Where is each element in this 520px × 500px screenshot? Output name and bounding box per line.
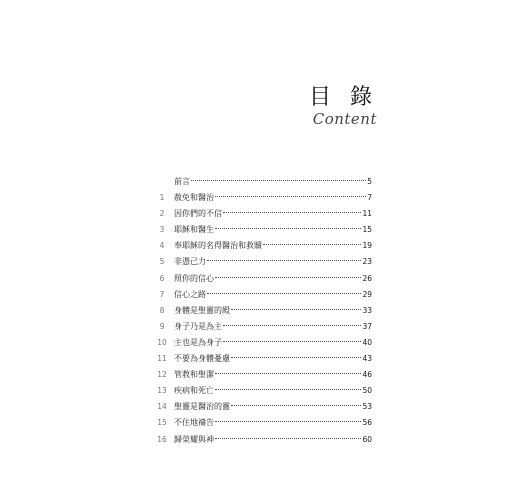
- toc-entry-page: 56: [362, 418, 372, 428]
- toc-entry-title: 疾病和死亡: [174, 386, 214, 396]
- toc-entry[interactable]: [150, 367, 372, 383]
- dot-leader: [207, 293, 361, 294]
- toc-entry-page: 15: [362, 225, 372, 235]
- toc-entry[interactable]: [150, 206, 372, 222]
- toc-entry-title: 身體是聖靈的殿: [174, 305, 230, 315]
- toc-entry-title: 歸榮耀與神: [174, 434, 214, 444]
- toc-entry[interactable]: [150, 319, 372, 335]
- toc-entry[interactable]: [150, 271, 372, 287]
- toc-entry[interactable]: [150, 432, 372, 448]
- toc-entry-title: 主也是為身子: [174, 337, 222, 347]
- toc-entry-page: 29: [362, 289, 372, 299]
- toc-entry-page: 7: [367, 193, 372, 203]
- toc-entry-number: 5: [159, 257, 165, 267]
- dot-leader: [207, 260, 361, 261]
- toc-entry-page: 43: [362, 354, 372, 364]
- dot-leader: [215, 438, 361, 439]
- toc-entry[interactable]: [150, 303, 372, 319]
- toc-entry[interactable]: [150, 415, 372, 431]
- toc-entry[interactable]: [150, 383, 372, 399]
- toc-entry-title: 因你們的不信: [174, 209, 222, 219]
- toc-entry-title: 非憑己力: [174, 257, 206, 267]
- toc-entry-title: 管教和聖潔: [174, 370, 214, 380]
- toc-entry[interactable]: [150, 335, 372, 351]
- toc-entry-title: 信心之路: [174, 289, 206, 299]
- dot-leader: [215, 421, 361, 422]
- page-title: 目 錄: [309, 85, 378, 110]
- toc-entry-page: 5: [367, 177, 372, 186]
- toc-entry[interactable]: [150, 254, 372, 270]
- toc-entry-page: 11: [362, 209, 372, 219]
- toc-entry-number: 10: [157, 337, 167, 347]
- toc-entry[interactable]: [150, 287, 372, 303]
- toc-entry[interactable]: [150, 174, 372, 190]
- toc-entry-number: 16: [157, 434, 167, 444]
- toc-entry-title: 赦免和醫治: [174, 193, 214, 203]
- toc-entry-number: 7: [159, 289, 165, 299]
- toc-entry-page: 23: [362, 257, 372, 267]
- dot-leader: [231, 357, 361, 358]
- toc-entry-page: 46: [362, 370, 372, 380]
- dot-leader: [231, 309, 361, 310]
- toc-entry-page: 19: [362, 241, 372, 251]
- toc-entry-title: 照你的信心: [174, 273, 214, 283]
- toc-entry-number: 14: [157, 402, 167, 412]
- toc-entry-number: 3: [159, 225, 165, 235]
- toc-entry-page: 53: [362, 402, 372, 412]
- toc-entry-page: 50: [362, 386, 372, 396]
- dot-leader: [263, 244, 361, 245]
- toc-entry-title: 不住地禱告: [174, 418, 214, 428]
- toc-entry-number: 13: [157, 386, 167, 396]
- dot-leader: [215, 389, 361, 390]
- toc-entry-number: 4: [159, 241, 165, 251]
- toc-entry-page: 33: [362, 305, 372, 315]
- toc-entry-page: 26: [362, 273, 372, 283]
- toc-entry-number: 11: [157, 354, 167, 364]
- dot-leader: [223, 341, 361, 342]
- toc-entry[interactable]: [150, 399, 372, 415]
- dot-leader: [223, 325, 361, 326]
- toc-entry-number: 1: [159, 193, 165, 203]
- toc-entry-number: 9: [159, 321, 165, 331]
- dot-leader: [223, 212, 361, 213]
- toc-entry-title: 聖靈是醫治的靈: [174, 402, 230, 412]
- dot-leader: [215, 196, 366, 197]
- toc-entry[interactable]: [150, 190, 372, 206]
- toc-entry-number: 8: [159, 305, 165, 315]
- toc-entry[interactable]: [150, 222, 372, 238]
- toc-entry-number: 2: [159, 209, 165, 219]
- toc-entry-title: 前言: [174, 177, 190, 186]
- toc-entry-page: 40: [362, 337, 372, 347]
- toc-entry-title: 不要為身體憂慮: [174, 354, 230, 364]
- dot-leader: [191, 180, 366, 181]
- table-of-contents: [150, 174, 372, 448]
- toc-entry-page: 37: [362, 321, 372, 331]
- toc-entry-title: 耶穌和醫生: [174, 225, 214, 235]
- toc-entry[interactable]: [150, 351, 372, 367]
- toc-entry-page: 60: [362, 434, 372, 444]
- toc-entry-number: 6: [159, 273, 165, 283]
- toc-entry-number: 15: [157, 418, 167, 428]
- dot-leader: [215, 373, 361, 374]
- page-subtitle: Content: [312, 110, 377, 128]
- toc-entry-number: 12: [157, 370, 167, 380]
- toc-entry[interactable]: [150, 238, 372, 254]
- toc-entry-title: 奉耶穌的名得醫治和救贖: [174, 241, 262, 251]
- dot-leader: [215, 277, 361, 278]
- dot-leader: [215, 228, 361, 229]
- toc-entry-title: 身子乃是為主: [174, 321, 222, 331]
- dot-leader: [231, 405, 361, 406]
